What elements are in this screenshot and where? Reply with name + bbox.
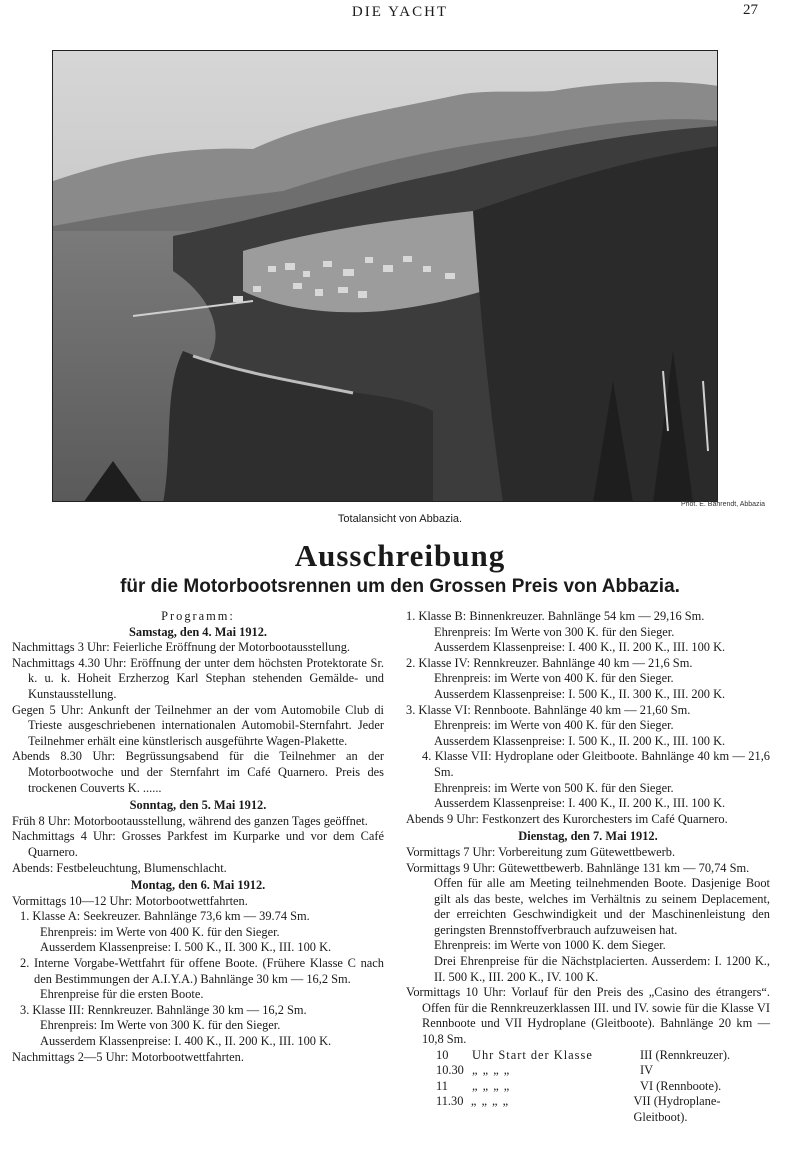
program-entry: Nachmittags 3 Uhr: Feierliche Eröffnung der Motorbootausstellung.	[12, 640, 351, 655]
race-prize: Ausserdem Klassenpreise: I. 400 K., II. 200 K., III. 100 K.	[40, 1034, 332, 1049]
race-class: 3. Klasse VI: Rennboote. Bahnlänge 40 km — 21,60 Sm.	[406, 702, 691, 717]
program-entry: Abends 9 Uhr: Festkonzert des Kurorchesters im Café Quarnero.	[406, 811, 728, 826]
program-entry: Vormittags 10 Uhr: Vorlauf für den Preis des „Casino des étrangers“. Offen für die Rennkreuzerklassen III. und IV. sowie für die Klasse VI Rennboote und VII Hydroplane (Gleitboote). Bahnlänge 20 km — 10,8 Sm.	[406, 985, 770, 1047]
race-prize: Ausserdem Klassenpreise: I. 500 K., II. 300 K., III. 200 K.	[434, 686, 726, 701]
program-detail: Offen für alle am Meeting teilnehmenden Boote. Dasjenige Boot gilt als das beste, welches im Verhältnis zu seinem Deplacement, der erreichten Geschwindigkeit und der Maschinenleistung den geringsten Brennstoffverbrauch aufzuweisen hat.	[434, 876, 770, 937]
program-entry: Vormittags 10—12 Uhr: Motorbootwettfahrten.	[12, 893, 248, 908]
photo-credit: Phot. E. Bährendt, Abbazia	[680, 501, 765, 508]
race-prize: Drei Ehrenpreise für die Nächstplacierten. Ausserdem: I. 1200 K., II. 500 K., III. 200 K., IV. 100 K.	[434, 954, 770, 984]
schedule-row	[436, 1063, 770, 1079]
schedule-ditto: „ „ „ „	[470, 1094, 510, 1109]
schedule-ditto: „ „ „ „	[472, 1063, 511, 1078]
day-heading-tuesday: Dienstag, den 7. Mai 1912.	[518, 829, 658, 844]
program-entry: Vormittags 9 Uhr: Gütewettbewerb. Bahnlänge 131 km — 70,74 Sm.	[406, 860, 750, 875]
race-class: 2. Interne Vorgabe-Wettfahrt für offene Boote. (Frühere Klasse C nach den Bestimmungen der A.I.Y.A.) Bahnlänge 30 km — 16,2 Sm.	[20, 956, 384, 986]
abbazia-photo	[52, 50, 718, 502]
start-schedule	[406, 1048, 770, 1126]
race-class: 2. Klasse IV: Rennkreuzer. Bahnlänge 40 km — 21,6 Sm.	[406, 655, 693, 670]
landscape-image-icon	[53, 51, 718, 502]
schedule-time: 10	[436, 1047, 449, 1062]
program-entry: Nachmittags 2—5 Uhr: Motorbootwettfahrten.	[12, 1049, 244, 1064]
right-column	[406, 609, 770, 1126]
race-class: 3. Klasse III: Rennkreuzer. Bahnlänge 30 km — 16,2 Sm.	[20, 1002, 307, 1017]
schedule-row	[436, 1048, 770, 1064]
race-prize: Ehrenpreis: im Werte von 400 K. für den Sieger.	[434, 718, 674, 733]
race-prize: Ehrenpreis: im Werte von 400 K. für den Sieger.	[40, 924, 280, 939]
program-entry: Früh 8 Uhr: Motorbootausstellung, während des ganzen Tages geöffnet.	[12, 813, 368, 828]
program-entry: Nachmittags 4 Uhr: Grosses Parkfest im Kurparke und vor dem Café Quarnero.	[12, 829, 384, 859]
race-prize: Ehrenpreis: Im Werte von 300 K. für den Sieger.	[40, 1018, 281, 1033]
race-prize: Ehrenpreis: im Werte von 1000 K. dem Sieger.	[434, 938, 666, 953]
day-heading-sunday: Sonntag, den 5. Mai 1912.	[129, 798, 267, 813]
page-number: 27	[743, 2, 758, 18]
race-prize: Ausserdem Klassenpreise: I. 400 K., II. 200 K., III. 100 K.	[434, 640, 726, 655]
day-heading-saturday: Samstag, den 4. Mai 1912.	[128, 624, 268, 639]
schedule-class: VI (Rennboote).	[640, 1078, 722, 1093]
schedule-ditto: „ „ „ „	[472, 1078, 511, 1093]
sub-heading: für die Motorbootsrennen um den Grossen Preis von Abbazia.	[120, 576, 680, 597]
schedule-time: 11.30	[436, 1094, 464, 1109]
schedule-row	[436, 1079, 770, 1095]
day-heading-monday: Montag, den 6. Mai 1912.	[130, 878, 266, 893]
race-prize: Ehrenpreise für die ersten Boote.	[40, 987, 204, 1002]
race-prize: Ehrenpreis: im Werte von 500 K. für den Sieger.	[434, 780, 674, 795]
program-entry: Abends: Festbeleuchtung, Blumenschlacht.	[12, 860, 227, 875]
programm-label: Programm:	[161, 609, 235, 623]
schedule-class: III (Rennkreuzer).	[640, 1047, 731, 1062]
photo-caption: Totalansicht von Abbazia.	[337, 513, 463, 525]
race-prize: Ausserdem Klassenpreise: I. 400 K., II. 200 K., III. 100 K.	[434, 796, 726, 811]
program-entry: Gegen 5 Uhr: Ankunft der Teilnehmer an der vom Automobile Club di Trieste ausgeschriebenen internationalen Automobil-Sternfahrt. Jeder Teilnehmer erhält eine künstlerisch ausgeführte Wagen-Plakette.	[12, 702, 384, 748]
schedule-time: 10.30	[436, 1063, 464, 1078]
schedule-ditto: Uhr Start der Klasse	[472, 1047, 593, 1062]
schedule-class: IV	[640, 1063, 654, 1078]
page-header	[0, 2, 800, 22]
race-prize: Ausserdem Klassenpreise: I. 500 K., II. 300 K., III. 100 K.	[40, 940, 332, 955]
race-prize: Ehrenpreis: Im Werte von 300 K. für den Sieger.	[434, 624, 675, 639]
schedule-class: VII (Hydroplane-Gleitboot).	[633, 1094, 721, 1124]
program-entry: Nachmittags 4.30 Uhr: Eröffnung der unter dem höchsten Protektorate Sr. k. u. k. Hoheit Erzherzog Karl Stephan stehenden Gemälde- und Kunstausstellung.	[12, 655, 384, 701]
race-class: 4. Klasse VII: Hydroplane oder Gleitboote. Bahnlänge 40 km — 21,6 Sm.	[422, 749, 770, 779]
race-prize: Ehrenpreis: im Werte von 400 K. für den Sieger.	[434, 671, 674, 686]
schedule-time: 11	[436, 1078, 448, 1093]
race-class: 1. Klasse B: Binnenkreuzer. Bahnlänge 54 km — 29,16 Sm.	[406, 609, 705, 623]
program-entry: Vormittags 7 Uhr: Vorbereitung zum Gütewettbewerb.	[406, 844, 676, 859]
left-column	[12, 609, 384, 1065]
journal-title: DIE YACHT	[351, 4, 449, 20]
schedule-row	[436, 1094, 770, 1125]
program-entry: Abends 8.30 Uhr: Begrüssungsabend für die Teilnehmer an der Motorbootwoche und der Sternfahrt im Café Quarnero. Preis des trockenen Couverts K. ......	[12, 749, 384, 795]
race-class: 1. Klasse A: Seekreuzer. Bahnlänge 73,6 km — 39.74 Sm.	[20, 909, 310, 924]
main-heading: Ausschreibung	[294, 538, 506, 573]
race-prize: Ausserdem Klassenpreise: I. 500 K., II. 200 K., III. 100 K.	[434, 733, 726, 748]
